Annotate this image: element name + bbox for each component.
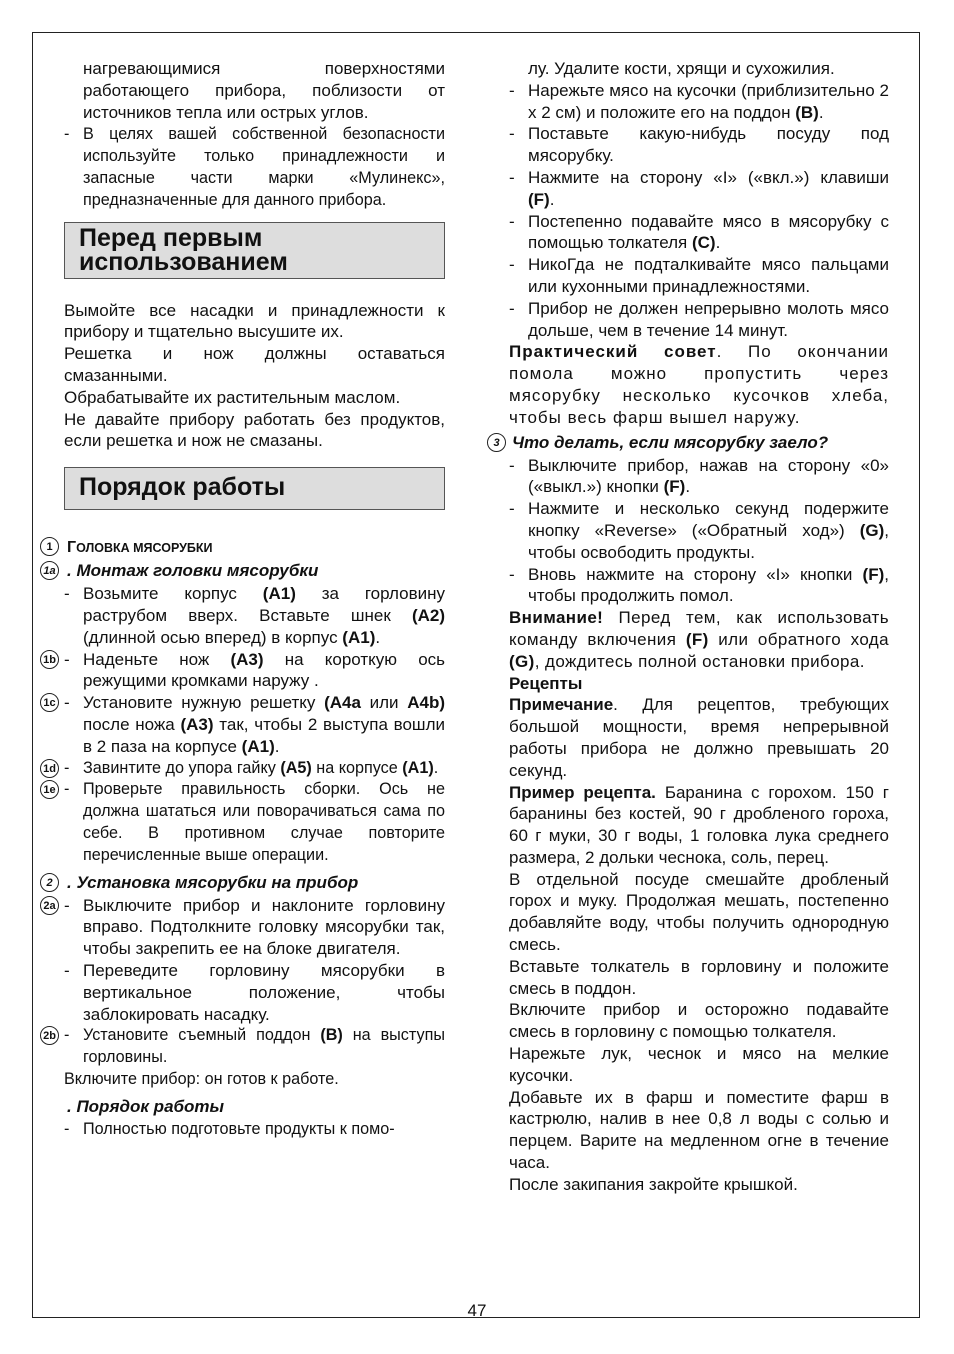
- section-heading-operation: Порядок работы: [64, 467, 445, 510]
- step-2b: 2b - Установите съемный поддон (B) на выступы горловины.: [64, 1025, 445, 1069]
- ready-text: Включите прибор: он готов к работе.: [64, 1069, 339, 1088]
- heading-line: использованием: [79, 247, 288, 276]
- step-marker: 3: [487, 433, 506, 452]
- order-item: - Полностью подготовьте продукты к помо-: [64, 1119, 395, 1138]
- step-1e: 1e - Проверьте правильность сборки. Ось не должна шататься или поворачиваться сама по себе. В противном случае повторите перечисленные выше операции.: [64, 779, 445, 866]
- subheading-assembly: [43, 560, 445, 581]
- continuation: лу. Удалите кости, хрящи и сухожилия.: [528, 59, 835, 78]
- subheading-text: . Установка мясорубки на прибор: [67, 872, 359, 892]
- list-item: - Прибор не должен непрерывно молоть мясо дольше, чем в течение 14 минут.: [509, 298, 889, 340]
- warning: Внимание! Перед тем, как использовать команду включения (F) или обратного хода (G), дождитесь полной остановки прибора.: [509, 608, 889, 671]
- page-number: 47: [467, 1301, 487, 1320]
- list-item: - Нарежьте мясо на кусочки (приблизительно 2 x 2 см) и положите его на поддон (B).: [509, 80, 889, 122]
- right-column: [493, 58, 890, 1196]
- section-title-grinder-head: [46, 537, 445, 558]
- left-column: [43, 58, 446, 1140]
- step-1b: 1b - Наденьте нож (A3) на короткую ось режущими кромками наружу .: [64, 649, 445, 693]
- paragraph: Вставьте толкатель в горловину и положите смесь в поддон.: [509, 956, 889, 998]
- paragraph: В отдельной посуде смешайте дробленый горох и муку. Продолжая мешать, постепенно добавляйте воду, чтобы получить однородную смесь.: [509, 869, 889, 955]
- step-marker: 1c: [40, 693, 59, 712]
- step-marker: 2b: [40, 1026, 59, 1045]
- section-heading-first-use: [64, 222, 445, 279]
- paragraph: После закипания закройте крышкой.: [509, 1174, 798, 1194]
- step-marker: 2a: [40, 896, 59, 915]
- practical-tip: Практический совет. По окончании помола можно пропустить через мясорубку несколько кусочков хлеба, чтобы весь фарш вышел наружу.: [509, 342, 890, 427]
- paragraph: Нарежьте лук, чеснок и мясо на мелкие кусочки.: [509, 1044, 889, 1085]
- subheading-order: . Порядок работы: [67, 1096, 225, 1116]
- list-item-text: В целях вашей собственной безопасности используйте только принадлежности и запасные части марки «Мулинекс», предназначенные для данного прибора.: [83, 125, 445, 209]
- step-1a: - Возьмите корпус (A1) за горловину раструбом вверх. Вставьте шнек (A2) (длинной осью вперед) в корпус (A1).: [64, 584, 445, 647]
- title-rest: ОЛОВКА МЯСОРУБКИ: [76, 541, 213, 556]
- paragraph: Включите прибор и осторожно подавайте смесь в горловину с помощью толкателя.: [509, 1000, 889, 1042]
- list-item: - В целях вашей собственной безопасности используйте только принадлежности и запасные части марки «Мулинекс», предназначенные для данного прибора.: [64, 125, 445, 209]
- note: Примечание. Для рецептов, требующих большой мощности, время непрерывной работы прибора не должно превышать 20 секунд.: [509, 695, 889, 780]
- recipe-example: Пример рецепта. Баранина с горохом. 150 г баранины без костей, 90 г дробленого гороха, 60 г муки, 30 г воды, 1 головка лука среднего размера, 2 дольки чеснока, соль, перец.: [509, 782, 889, 867]
- list-item: - Выключите прибор, нажав на сторону «0» («выкл.») кнопки (F).: [509, 455, 889, 497]
- step-marker: 1: [40, 537, 59, 556]
- paragraph: Решетка и нож должны оставаться смазанными.: [64, 344, 445, 385]
- step-marker: 1d: [40, 759, 59, 778]
- list-item: - Вновь нажмите на сторону «I» кнопки (F), чтобы продолжить помол.: [509, 564, 889, 606]
- subheading-text: Что делать, если мясорубку заело?: [512, 432, 829, 452]
- heading-line: Перед первым: [79, 223, 263, 252]
- intro-continuation: нагревающимися поверхностями работающего прибора, поблизости от источников тепла или острых углов.: [83, 59, 445, 122]
- step-1c: 1c - Установите нужную решетку (A4a или A4b) после ножа (A3) так, чтобы 2 выступа вошли в 2 паза на корпусе (A1).: [64, 692, 445, 757]
- step-marker: 2: [40, 873, 59, 892]
- subheading-mount: [46, 872, 445, 893]
- paragraph: Обрабатывайте их растительным маслом.: [64, 387, 401, 407]
- list-item: - НикоГда не подталкивайте мясо пальцами или кухонными принадлежностями.: [509, 255, 889, 296]
- step-marker: 1b: [40, 650, 59, 669]
- list-item: - Нажмите на сторону «I» («вкл.») клавиши (F).: [509, 167, 889, 209]
- title-initial: Г: [67, 539, 77, 557]
- list-item: - Поставьте какую-нибудь посуду под мясорубку.: [509, 124, 889, 166]
- subheading-jam: [493, 432, 889, 453]
- step-2a-2: - Переведите горловину мясорубки в вертикальное положение, чтобы заблокировать насадку.: [64, 960, 445, 1024]
- list-item: - Постепенно подавайте мясо в мясорубку с помощью толкателя (C).: [509, 211, 889, 253]
- paragraph: Не давайте прибору работать без продуктов, если решетка и нож не смазаны.: [64, 409, 445, 451]
- paragraph: Добавьте их в фарш и поместите фарш в кастрюлю, налив в нее 0,8 л воды с солью и перцем. Варите на медленном огне в течение часа.: [509, 1087, 889, 1173]
- paragraph: Вымойте все насадки и принадлежности к прибору и тщательно высушите их.: [64, 300, 445, 342]
- step-2a: 2a - Выключите прибор и наклоните горловину вправо. Подтолкните головку мясорубки так, чтобы закрепить ее на блоке двигателя.: [64, 895, 445, 960]
- subheading-text: . Монтаж головки мясорубки: [67, 561, 319, 581]
- first-use-text: [64, 300, 445, 453]
- step-1d: 1d - Завинтите до упора гайку (A5) на корпусе (A1).: [64, 758, 445, 780]
- recipes-title: Рецепты: [509, 673, 583, 693]
- step-marker: 1e: [40, 780, 59, 799]
- list-item: - Нажмите и несколько секунд подержите кнопку «Reverse» («Обратный ход») (G), чтобы освободить продукты.: [509, 499, 889, 562]
- step-marker: 1a: [40, 561, 59, 580]
